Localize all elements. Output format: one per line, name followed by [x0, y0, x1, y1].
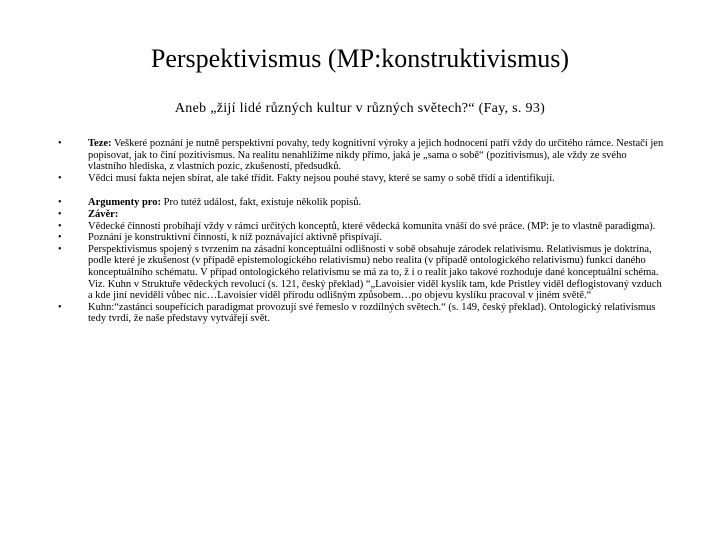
- bullet-text: Perspektivismus spojený s tvrzením na zásadní konceptuální odlišnosti v sobě obsahuje zárodek relativismu. Relativismus je doktrína, podle které je zkušenost (v případě epistemologického relativismu) nebo realita (v případě ontologického relativismu) funkcí daného konceptuálního schématu. V případ ontologického relativismu se má za to, ž i o realit jako takové rozhoduje dané konceptuální schéma. Viz. Kuhn v Struktuře vědeckých revolucí (s. 121, český překlad) “„Lavoisier viděl kyslík tam, kde Pristley viděl deflogistovaný vzduch a kde jiní neviděli vůbec nic…Lavoisier viděl přírodu odlišným způsobem…po objevu kyslíku pracoval v jiném světě.“: [88, 243, 662, 302]
- bullet-label: Teze:: [88, 138, 112, 149]
- slide-subtitle: Aneb „žijí lidé různých kultur v různých světech?“ (Fay, s. 93): [174, 101, 546, 116]
- bullet-group-arguments: [56, 197, 666, 325]
- bullet-item: [56, 221, 666, 233]
- bullet-icon: •: [58, 197, 62, 209]
- bullet-item: [56, 302, 666, 325]
- bullet-item: [56, 197, 666, 209]
- bullet-text: Kuhn:“zastánci soupeřících paradigmat provozují své řemeslo v rozdílných světech.“ (s. 149, český překlad). Ontologický relativismus tedy tvrdí, že naše představy vytvářejí svět.: [88, 301, 656, 325]
- bullet-icon: •: [58, 232, 62, 244]
- bullet-label: Argumenty pro:: [88, 197, 162, 209]
- bullet-item: [56, 173, 666, 185]
- bullet-group-thesis: [56, 138, 666, 184]
- bullet-icon: •: [58, 208, 62, 220]
- bullet-label: Závěr:: [88, 208, 119, 220]
- bullet-item: [56, 244, 666, 302]
- bullet-text: Veškeré poznání je nutně perspektivní povahy, tedy kognitivní výroky a jejich hodnocení patří vždy do určitého rámce. Nestačí jen popisovat, jak to činí pozitivismus. Na realitu nenahlížíme nikdy přímo, jaká je „sama o sobě“ (pozitivismus), ale vždy ze svého vlastního hlediska, z vlastních pozic, zkušeností, předsudků.: [88, 138, 664, 173]
- bullet-icon: •: [58, 220, 62, 232]
- bullet-text: Vědci musí fakta nejen sbírat, ale také třídit. Fakty nejsou pouhé stavy, které se samy o sobě třídí a identifikují.: [88, 172, 555, 184]
- bullet-icon: •: [58, 301, 62, 313]
- bullet-text: Pro tutéž událost, fakt, existuje několik popisů.: [161, 197, 362, 209]
- bullet-icon: •: [58, 138, 62, 149]
- slide-title: Perspektivismus (MP:konstruktivismus): [150, 44, 570, 73]
- bullet-icon: •: [58, 243, 62, 255]
- bullet-item: [56, 138, 666, 173]
- slide-body: [56, 138, 666, 325]
- bullet-text: Vědecké činnosti probíhají vždy v rámci určitých konceptů, které vědecká komunita vnáší do své práce. (MP: je to vlastně paradigma).: [88, 220, 656, 232]
- bullet-item: [56, 232, 666, 244]
- group-spacer: [56, 184, 666, 197]
- bullet-item: [56, 209, 666, 221]
- bullet-icon: •: [58, 172, 62, 184]
- bullet-text: Poznání je konstruktivní činností, k níž poznávající aktivně přispívají.: [88, 232, 382, 244]
